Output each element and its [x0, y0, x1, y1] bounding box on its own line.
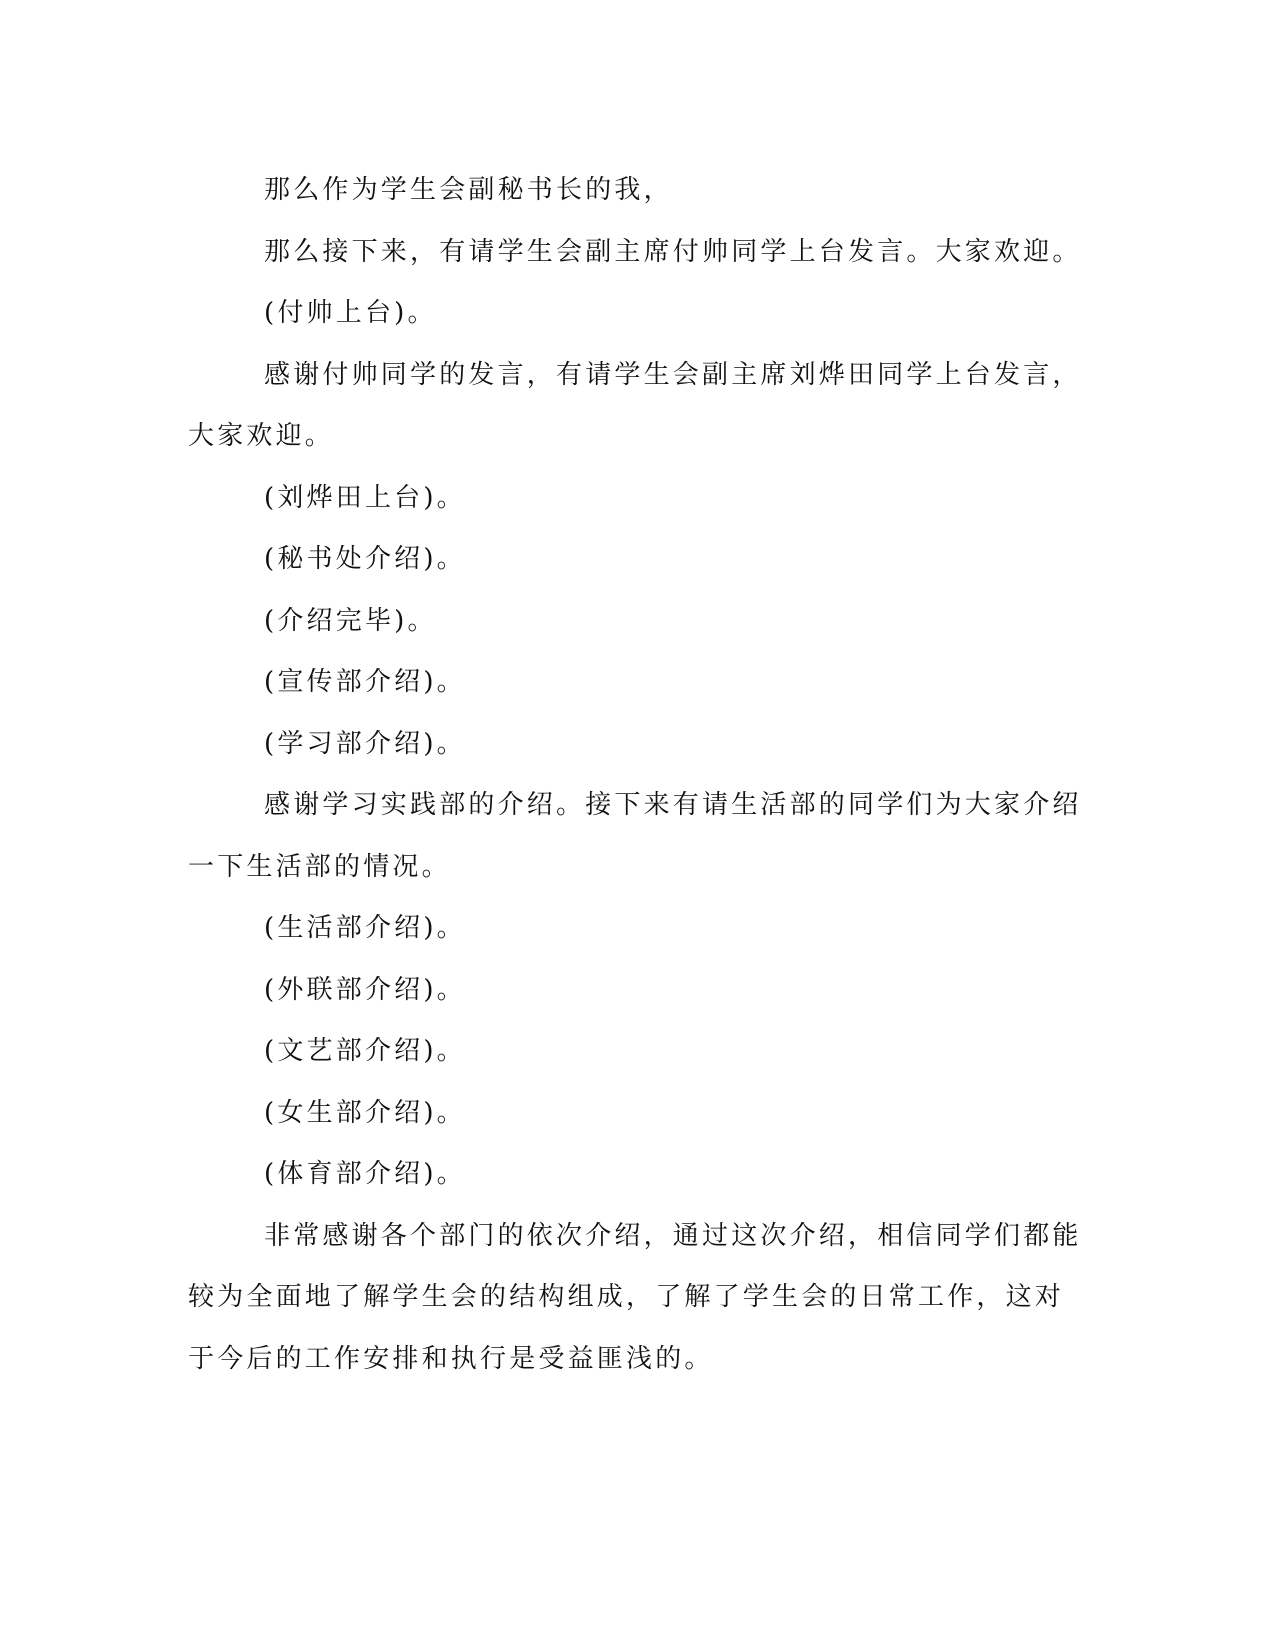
paragraph: (付帅上台)。 [264, 298, 437, 328]
paragraph: (宣传部介绍)。 [264, 667, 466, 697]
paragraph: (刘烨田上台)。 [264, 482, 466, 513]
paragraph: 感谢付帅同学的发言，有请学生会副主席刘烨田同学上台发言，大家欢迎。 [188, 359, 1082, 451]
paragraph: (学习部介绍)。 [264, 728, 466, 759]
paragraph: 那么作为学生会副秘书长的我， [264, 175, 673, 205]
paragraph: (体育部介绍)。 [264, 1159, 466, 1189]
document-body [188, 160, 1088, 1390]
paragraph: 感谢学习实践部的介绍。接下来有请生活部的同学们为大家介绍一下生活部的情况。 [188, 790, 1082, 882]
paragraph: (生活部介绍)。 [264, 913, 466, 943]
paragraph: (外联部介绍)。 [264, 974, 466, 1005]
paragraph: (秘书处介绍)。 [264, 544, 466, 574]
paragraph: 非常感谢各个部门的依次介绍，通过这次介绍，相信同学们都能较为全面地了解学生会的结构组成，了解了学生会的日常工作，这对于今后的工作安排和执行是受益匪浅的。 [188, 1220, 1082, 1374]
paragraph: (女生部介绍)。 [264, 1097, 466, 1128]
paragraph: (介绍完毕)。 [264, 605, 437, 636]
paragraph: 那么接下来，有请学生会副主席付帅同学上台发言。大家欢迎。 [264, 236, 1082, 267]
paragraph: (文艺部介绍)。 [264, 1036, 466, 1066]
